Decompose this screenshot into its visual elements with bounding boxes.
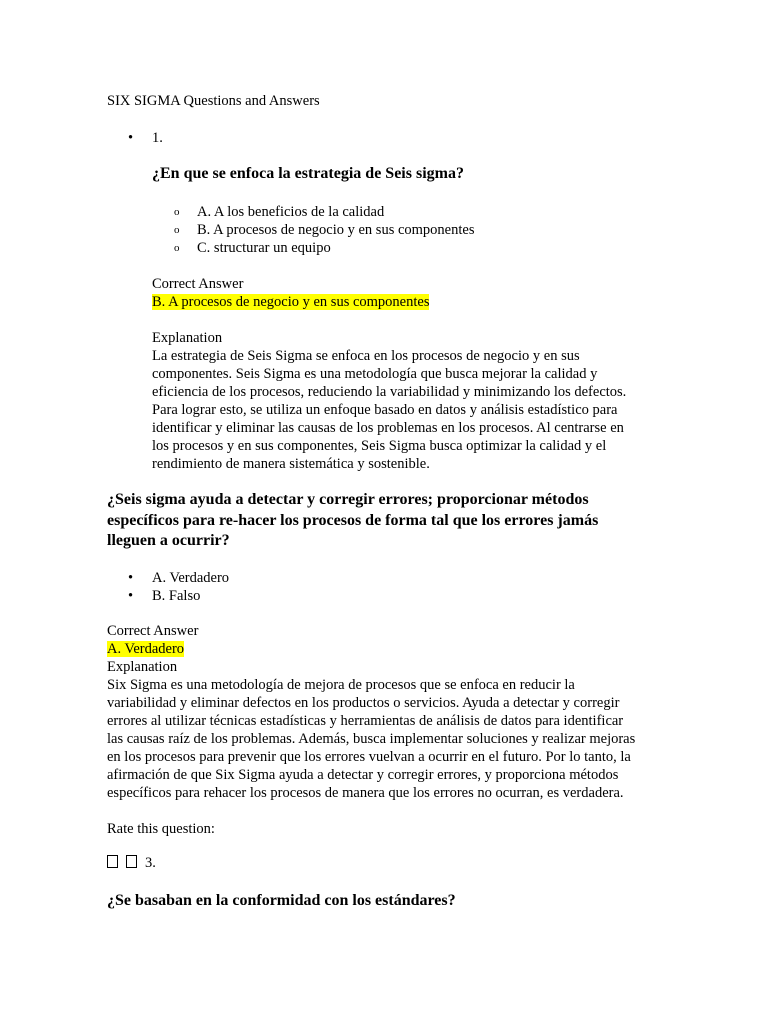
bullet-marker: • — [128, 130, 134, 146]
correct-answer-value: A. Verdadero — [107, 641, 185, 657]
answer-option-text: B. Falso — [152, 588, 201, 604]
question-heading: ¿Se basaban en la conformidad con los estándares? — [107, 892, 456, 909]
explanation-line: afirmación de que Six Sigma ayuda a detectar y corregir errores, y proporciona métodos — [107, 767, 619, 783]
answer-option — [174, 221, 474, 239]
answer-option — [174, 203, 474, 221]
explanation-line: los procesos y en sus componentes, Seis Sigma busca optimizar la calidad y el — [152, 438, 607, 454]
answer-option — [128, 569, 229, 587]
explanation-line: rendimiento de manera sistemática y sostenible. — [152, 456, 430, 472]
explanation-line: específicos para rehacer los procesos de manera que los errores no ocurran, es verdadera. — [107, 785, 624, 801]
question-heading: ¿En que se enfoca la estrategia de Seis sigma? — [152, 165, 464, 182]
explanation-line: en los procesos para prevenir que los errores vuelvan a ocurrir en el futuro. Por lo tanto, la — [107, 749, 631, 765]
correct-answer-label: Correct Answer — [152, 276, 244, 292]
explanation-line: Para lograr esto, se utiliza un enfoque basado en datos y análisis estadístico para — [152, 402, 618, 418]
correct-answer-label: Correct Answer — [107, 623, 199, 639]
answer-option-text: B. A procesos de negocio y en sus componentes — [197, 222, 475, 238]
explanation-line: La estrategia de Seis Sigma se enfoca en los procesos de negocio y en sus — [152, 348, 580, 364]
answer-option-text: A. A los beneficios de la calidad — [197, 204, 385, 220]
answer-option — [174, 239, 474, 257]
explanation-label: Explanation — [107, 659, 178, 675]
explanation-line: las causas raíz de los problemas. Además, busca implementar soluciones y realizar mejoras — [107, 731, 636, 747]
explanation-line: errores al utilizar técnicas estadísticas y herramientas de análisis de datos para identificar — [107, 713, 624, 729]
correct-answer-section — [107, 622, 635, 802]
disc-bullet-icon: • — [128, 588, 134, 604]
question-number-row — [107, 854, 156, 872]
box-glyph-icon — [107, 855, 118, 868]
circle-bullet-icon: o — [174, 206, 180, 218]
disc-bullet-icon: • — [128, 570, 134, 586]
explanation-line: identificar y eliminar las causas de los problemas en los procesos. Al centrarse en — [152, 420, 624, 436]
circle-bullet-icon: o — [174, 224, 180, 236]
question-heading — [107, 490, 647, 552]
explanation-line: Six Sigma es una metodología de mejora de procesos que se enfoca en reducir la — [107, 677, 575, 693]
question-heading-line: lleguen a ocurrir? — [107, 532, 230, 549]
document-title: SIX SIGMA Questions and Answers — [107, 93, 320, 109]
explanation-line: eficiencia de los procesos, reduciendo la variabilidad y minimizando los defectos. — [152, 384, 627, 400]
answer-option-text: A. Verdadero — [152, 570, 230, 586]
question-number: 1. — [152, 130, 163, 146]
question-number: 3. — [145, 855, 156, 871]
explanation-line: variabilidad y eliminar defectos en los productos o servicios. Ayuda a detectar y corregir — [107, 695, 620, 711]
explanation-label: Explanation — [152, 330, 223, 346]
circle-bullet-icon: o — [174, 242, 180, 254]
explanation-section — [152, 329, 626, 473]
answer-options-list — [128, 569, 229, 605]
rate-question-label: Rate this question: — [107, 821, 215, 837]
box-glyph-icon — [126, 855, 137, 868]
explanation-line: componentes. Seis Sigma es una metodología que busca mejorar la calidad y — [152, 366, 598, 382]
correct-answer-value: B. A procesos de negocio y en sus componentes — [152, 294, 430, 310]
answer-option — [128, 587, 229, 605]
correct-answer-section — [152, 275, 429, 311]
answer-option-text: C. structurar un equipo — [197, 240, 331, 256]
question-heading-line: ¿Seis sigma ayuda a detectar y corregir errores; proporcionar métodos — [107, 491, 589, 508]
answer-options-list — [174, 203, 474, 257]
question-heading-line: específicos para re-hacer los procesos de forma tal que los errores jamás — [107, 511, 599, 529]
